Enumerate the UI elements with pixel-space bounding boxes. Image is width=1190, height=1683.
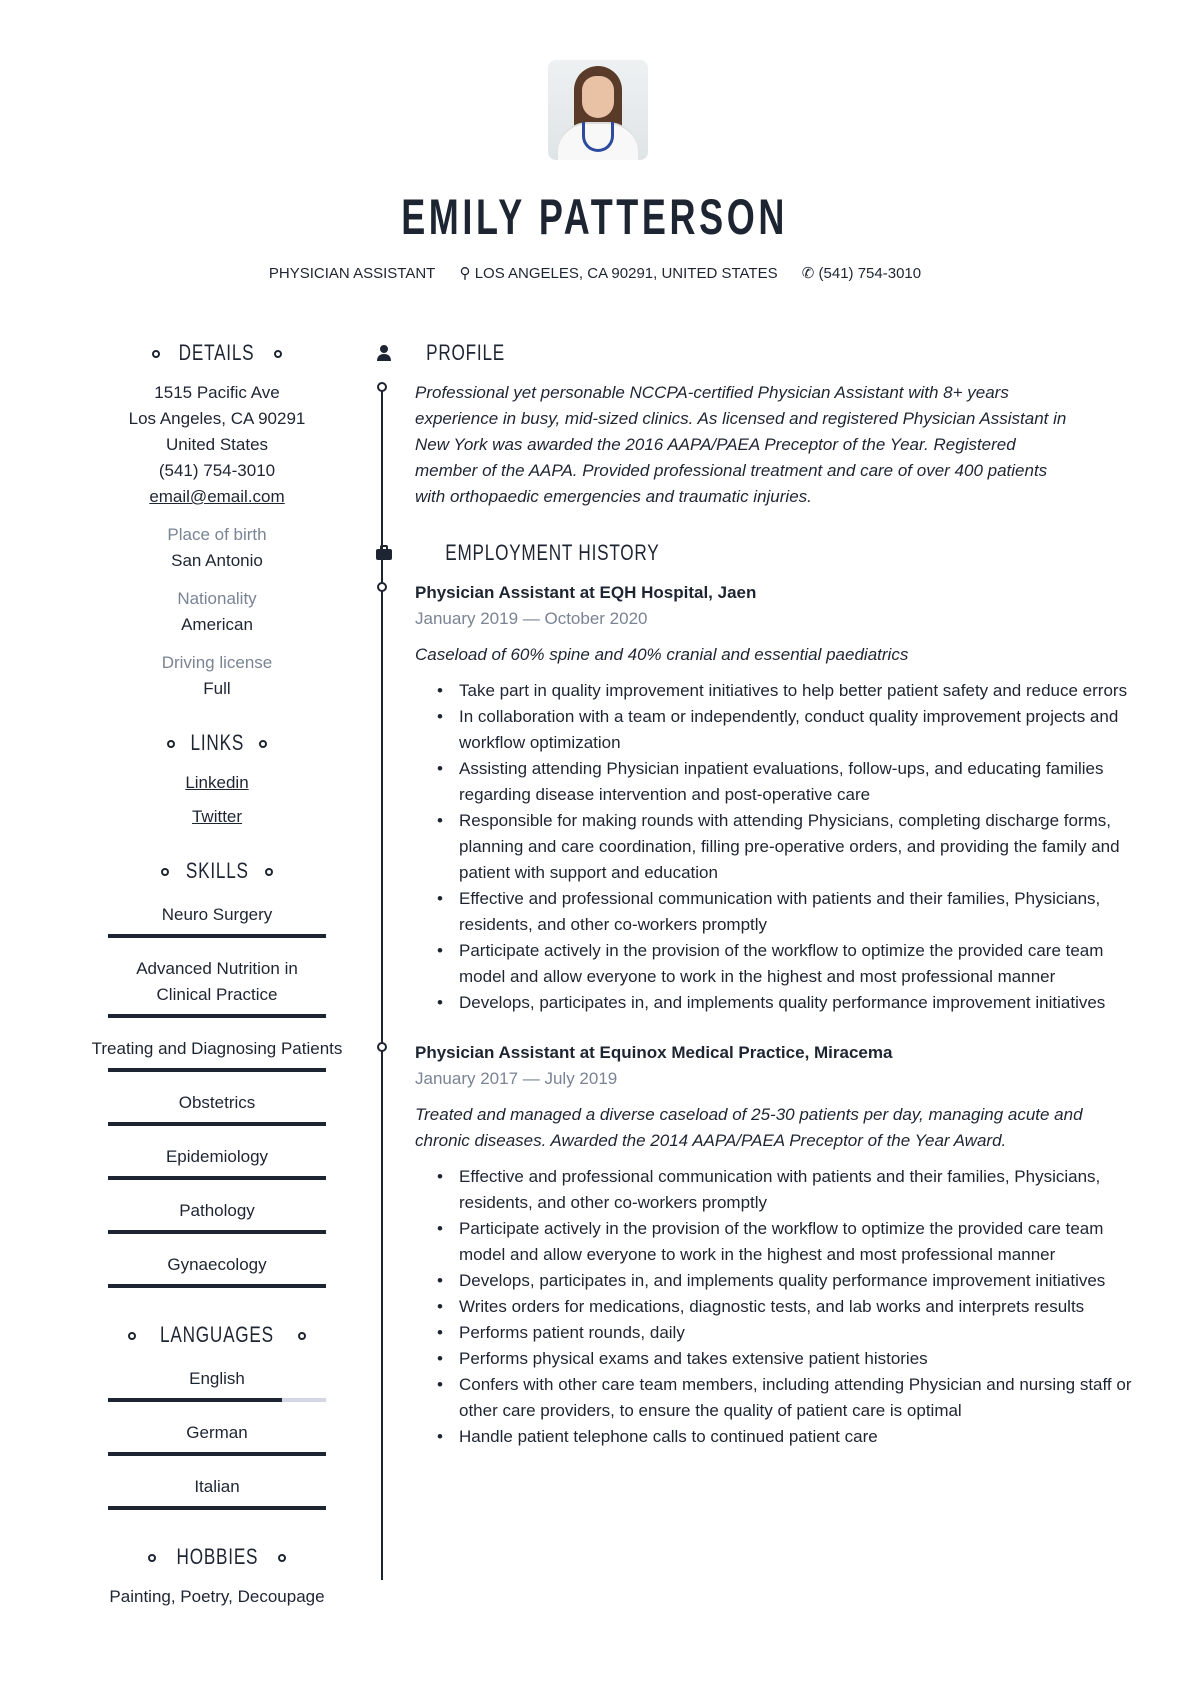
linkedin-link[interactable]: Linkedin <box>185 773 249 792</box>
skill-name: Neuro Surgery <box>161 905 273 924</box>
profile-heading: PROFILE <box>415 340 1135 370</box>
skill-level-bar <box>108 934 326 938</box>
job-bullet: • Performs patient rounds, daily <box>415 1320 1135 1346</box>
job-bullet: • Assisting attending Physician inpatient evaluations, follow-ups, and educating families regarding disease intervention and post-operative care <box>415 756 1135 808</box>
skill-item <box>108 952 326 1024</box>
field-label: Driving license <box>161 653 273 672</box>
skill-name: Advanced Nutrition in Clinical Practice <box>136 959 298 1004</box>
skill-level-bar <box>108 1068 326 1072</box>
skill-level-bar <box>108 1284 326 1288</box>
language-name: Italian <box>194 1477 240 1496</box>
address-country: United States <box>165 435 269 454</box>
timeline-pin-icon <box>377 1042 387 1052</box>
job-bullet: • Participate actively in the provision of the workflow to optimize the provided care team model and allow everyone to work in the highest and most professional manner <box>415 1216 1135 1268</box>
skill-level-bar <box>108 1176 326 1180</box>
field-label: Nationality <box>177 589 257 608</box>
job-dates: January 2019 — October 2020 <box>415 609 648 628</box>
details-phone: (541) 754-3010 <box>158 461 276 480</box>
links-heading: LINKS <box>80 730 354 760</box>
address-line: Los Angeles, CA 90291 <box>128 409 306 428</box>
language-level-bar <box>108 1452 326 1456</box>
field-value: American <box>181 615 253 634</box>
details-heading: DETAILS <box>80 340 354 370</box>
job-summary: Caseload of 60% spine and 40% cranial and essential paediatrics <box>415 645 909 664</box>
main-content <box>415 340 1135 1450</box>
skill-level-bar <box>108 1230 326 1234</box>
job-bullets <box>415 1164 1135 1450</box>
job-bullet: • Participate actively in the provision of the workflow to optimize the provided care team model and allow everyone to work in the highest and most professional manner <box>415 938 1135 990</box>
skill-item <box>108 1086 326 1132</box>
job-dates: January 2017 — July 2019 <box>415 1069 618 1088</box>
skill-name: Treating and Diagnosing Patients <box>91 1039 343 1058</box>
skill-item <box>108 898 326 944</box>
job-bullet: • Handle patient telephone calls to continued patient care <box>415 1424 1135 1450</box>
job-entry <box>415 580 1135 1016</box>
language-level-bar <box>108 1506 326 1510</box>
skill-name: Pathology <box>179 1201 255 1220</box>
skill-item <box>108 1140 326 1186</box>
hobbies-heading: HOBBIES <box>80 1544 354 1574</box>
job-bullet: • In collaboration with a team or independently, conduct quality improvement projects and workflow optimization <box>415 704 1135 756</box>
skill-item <box>108 1248 326 1294</box>
language-item <box>108 1416 326 1462</box>
skill-name: Obstetrics <box>178 1093 256 1112</box>
job-bullets <box>415 678 1135 1016</box>
language-level-fill <box>108 1398 282 1402</box>
skill-level-bar <box>108 1122 326 1126</box>
field-value: Full <box>203 679 231 698</box>
field-value: San Antonio <box>171 551 263 570</box>
job-bullet: • Writes orders for medications, diagnostic tests, and lab works and interprets results <box>415 1294 1135 1320</box>
skill-name: Epidemiology <box>165 1147 269 1166</box>
languages-heading: LANGUAGES <box>80 1322 354 1352</box>
candidate-name: EMILY PATTERSON <box>401 189 789 245</box>
location-pin-icon: ⚲ <box>459 265 471 282</box>
person-icon <box>375 344 393 362</box>
field-label: Place of birth <box>167 525 267 544</box>
job-bullet: • Develops, participates in, and implements quality performance improvement initiatives <box>415 990 1135 1016</box>
skill-level-bar <box>108 1014 326 1018</box>
skills-heading: SKILLS <box>80 858 354 888</box>
job-bullet: • Develops, participates in, and implements quality performance improvement initiatives <box>415 1268 1135 1294</box>
language-item <box>108 1470 326 1516</box>
timeline-line <box>381 386 383 1580</box>
language-name: English <box>189 1369 245 1388</box>
phone-icon: ✆ <box>801 265 815 282</box>
job-title: Physician Assistant at Equinox Medical Practice, Miracema <box>415 1043 893 1062</box>
address-line: 1515 Pacific Ave <box>154 383 280 402</box>
header-subtitle <box>0 264 1190 282</box>
location: LOS ANGELES, CA 90291, UNITED STATES <box>474 265 778 282</box>
job-summary: Treated and managed a diverse caseload of 25-30 patients per day, managing acute and chronic diseases. Awarded the 2014 AAPA/PAEA Preceptor of the Year Award. <box>415 1105 1083 1150</box>
language-name: German <box>186 1423 248 1442</box>
job-bullet: • Effective and professional communication with patients and their families, Physicians, residents, and other co-workers promptly <box>415 886 1135 938</box>
job-bullet: • Performs physical exams and takes extensive patient histories <box>415 1346 1135 1372</box>
job-bullet: • Confers with other care team members, including attending Physician and nursing staff or other care providers, to ensure the quality of patient care is optimal <box>415 1372 1135 1424</box>
header-job-title: PHYSICIAN ASSISTANT <box>268 265 436 282</box>
skill-item <box>108 1194 326 1240</box>
briefcase-icon <box>375 544 393 562</box>
profile-photo <box>548 60 648 160</box>
employment-heading: EMPLOYMENT HISTORY <box>415 540 1135 570</box>
sidebar <box>80 340 354 1610</box>
skill-item <box>68 1032 366 1078</box>
skill-name: Gynaecology <box>167 1255 267 1274</box>
language-item <box>108 1362 326 1408</box>
language-level-fill <box>108 1506 326 1510</box>
job-title: Physician Assistant at EQH Hospital, Jaen <box>415 583 757 602</box>
language-level-fill <box>108 1452 326 1456</box>
timeline-pin-icon <box>377 582 387 592</box>
twitter-link[interactable]: Twitter <box>191 807 243 826</box>
hobbies-text: Painting, Poetry, Decoupage <box>109 1587 325 1606</box>
job-bullet: • Responsible for making rounds with attending Physicians, completing discharge forms, planning and care coordination, filling pre-operative orders, and providing the family and patient with support and education <box>415 808 1135 886</box>
timeline-pin-icon <box>377 382 387 392</box>
profile-text: Professional yet personable NCCPA-certified Physician Assistant with 8+ years experience in busy, mid-sized clinics. As licensed and registered Physician Assistant in New York was awarded the 2016 AAPA/PAEA Preceptor of the Year. Registered member of the AAPA. Provided professional treatment and care of over 400 patients with orthopaedic emergencies and traumatic injuries. <box>415 383 1067 506</box>
job-bullet: • Take part in quality improvement initiatives to help better patient safety and reduce errors <box>415 678 1135 704</box>
job-entry <box>415 1040 1135 1450</box>
language-level-bar <box>108 1398 326 1402</box>
phone: (541) 754-3010 <box>818 265 922 282</box>
job-bullet: • Effective and professional communication with patients and their families, Physicians, residents, and other co-workers promptly <box>415 1164 1135 1216</box>
email-link[interactable]: email@email.com <box>149 487 285 506</box>
